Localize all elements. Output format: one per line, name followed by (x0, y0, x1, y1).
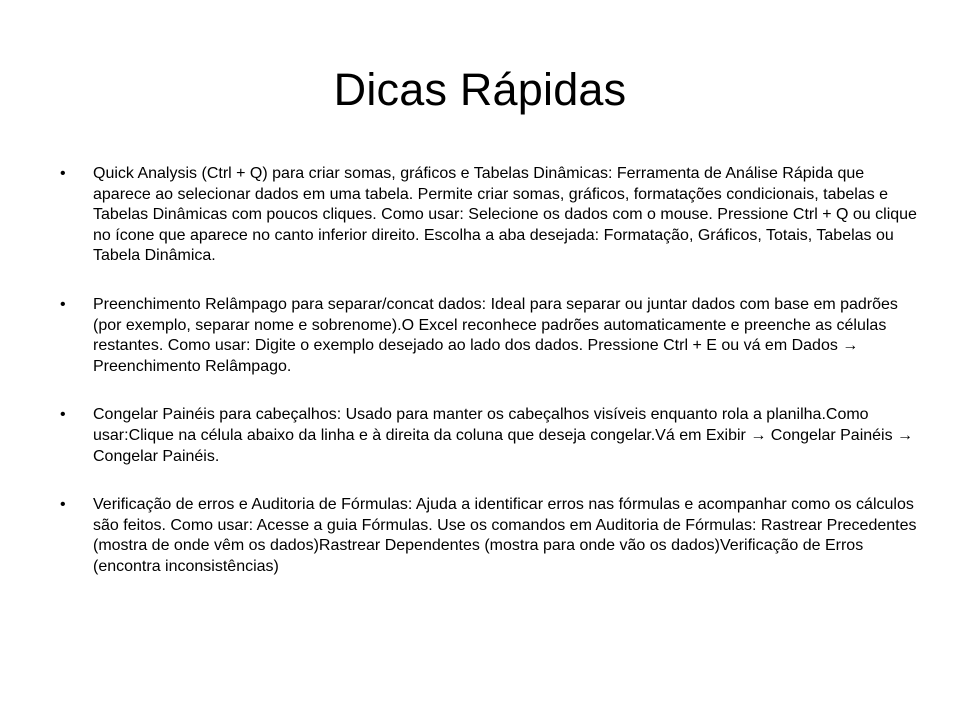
bullet-text: Quick Analysis (Ctrl + Q) para criar somas, gráficos e Tabelas Dinâmicas: Ferramenta de Análise Rápida que aparece ao selecionar dados em uma tabela. Permite criar somas, gráficos, formatações condicionais, tabelas e Tabelas Dinâmicas com poucos cliques. Como usar: Selecione os dados com o mouse. Pressione Ctrl + Q ou clique no ícone que aparece no canto inferior direito. Escolha a aba desejada: Formatação, Gráficos, Totais, Tabelas ou Tabela Dinâmica. (93, 165, 917, 265)
bullet-text: Congelar Painéis para cabeçalhos: Usado para manter os cabeçalhos visíveis enquanto rola a planilha.Como usar:Clique na célula abaixo da linha e à direita da coluna que deseja congelar.Vá em Exibir → Congelar Painéis → Congelar Painéis. (93, 406, 914, 465)
bullet-text: Preenchimento Relâmpago para separar/concat dados: Ideal para separar ou juntar dados com base em padrões (por exemplo, separar nome e sobrenome).O Excel reconhece padrões automaticamente e preenche as células restantes. Como usar: Digite o exemplo desejado ao lado dos dados. Pressione Ctrl + E ou vá em Dados → Preenchimento Relâmpago. (93, 295, 898, 375)
bullet-text: Verificação de erros e Auditoria de Fórmulas: Ajuda a identificar erros nas fórmulas e acompanhar como os cálculos são feitos. Como usar: Acesse a guia Fórmulas. Use os comandos em Auditoria de Fórmulas: Rastrear Precedentes (mostra de onde vêm os dados)Rastrear Dependentes (mostra para onde vão os dados)Verificação de Erros (encontra inconsistências) (93, 496, 917, 575)
bullet-list (60, 164, 920, 606)
bullet-icon: • (60, 496, 66, 514)
list-item (60, 495, 920, 577)
list-item (60, 295, 920, 377)
bullet-icon: • (60, 295, 66, 313)
slide-title: Dicas Rápidas (333, 64, 627, 115)
bullet-icon: • (60, 165, 66, 182)
bullet-icon: • (60, 406, 66, 424)
list-item (60, 164, 920, 267)
list-item (60, 405, 920, 467)
